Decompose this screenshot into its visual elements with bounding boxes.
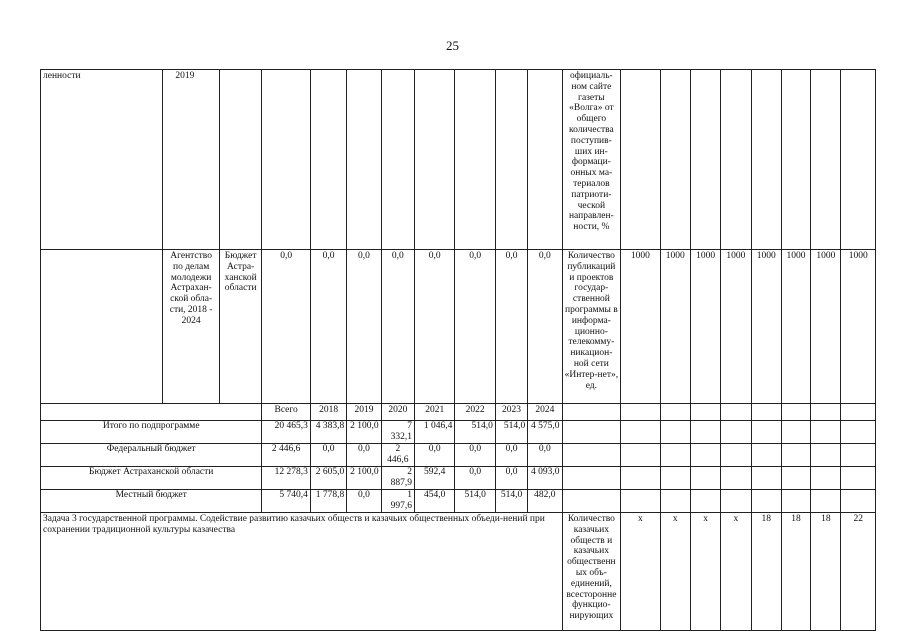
- column-header: 2020: [381, 404, 414, 421]
- target-cell: х: [621, 513, 660, 631]
- executor-cell: Агентство по делам молодежи Астрахан-ской обла-сти, 2018 - 2024: [163, 250, 220, 404]
- summary-row: [41, 444, 876, 467]
- summary-value: 1 046,4: [415, 421, 455, 444]
- target-cell: 18: [781, 513, 810, 631]
- column-header: 2021: [415, 404, 455, 421]
- summary-value: 2 605,0: [310, 467, 346, 490]
- program-table: [40, 69, 876, 631]
- summary-value: 12 278,3: [262, 467, 311, 490]
- target-cell: 1000: [690, 250, 720, 404]
- summary-value: 0,0: [310, 444, 346, 467]
- indicator-cell: Количество казачьих обществ и казачьих общественных объ-единений, всесторонне функцио-нирующих: [562, 513, 621, 631]
- summary-value: 7 332,1: [381, 421, 414, 444]
- summary-value: 0,0: [528, 444, 562, 467]
- column-header: 2023: [495, 404, 527, 421]
- amount-cell: 0,0: [262, 250, 311, 404]
- amount-cell: 0,0: [347, 250, 381, 404]
- summary-value: 0,0: [455, 444, 495, 467]
- summary-label: Итого по подпрограмме: [41, 421, 262, 444]
- summary-value: 2 446,6: [262, 444, 311, 467]
- target-cell: 1000: [721, 250, 751, 404]
- summary-value: 4 093,0: [528, 467, 562, 490]
- target-cell: 1000: [660, 250, 690, 404]
- year-cell: 2019: [163, 70, 220, 250]
- summary-label: Местный бюджет: [41, 490, 262, 513]
- summary-value: 4 383,8: [310, 421, 346, 444]
- summary-value: 514,0: [495, 490, 527, 513]
- summary-value: 1 778,8: [310, 490, 346, 513]
- summary-value: 5 740,4: [262, 490, 311, 513]
- summary-value: 0,0: [495, 467, 527, 490]
- target-cell: 1000: [751, 250, 781, 404]
- summary-label: Федеральный бюджет: [41, 444, 262, 467]
- summary-value: 2 446,6: [381, 444, 414, 467]
- summary-value: 514,0: [455, 421, 495, 444]
- table-row: [41, 250, 876, 404]
- summary-value: 1 997,6: [381, 490, 414, 513]
- target-cell: 22: [841, 513, 876, 631]
- target-cell: 1000: [841, 250, 876, 404]
- target-cell: х: [690, 513, 720, 631]
- summary-value: 514,0: [455, 490, 495, 513]
- target-cell: х: [660, 513, 690, 631]
- target-cell: х: [721, 513, 751, 631]
- target-cell: 1000: [811, 250, 841, 404]
- summary-value: 482,0: [528, 490, 562, 513]
- summary-value: 2 100,0: [347, 467, 381, 490]
- task-title: Задача 3 государственной программы. Содействие развитию казачьих обществ и казачьих общественных объеди-нений при сохранении традиционной культуры казачества: [41, 513, 563, 631]
- indicator-cell: Количество публикаций и проектов государ-ственной программы в информа-ционно-телекомму-никацион-ной сети «Интер-нет», ед.: [562, 250, 621, 404]
- year-header-row: [41, 404, 876, 421]
- summary-value: 4 575,0: [528, 421, 562, 444]
- amount-cell: 0,0: [415, 250, 455, 404]
- amount-cell: 0,0: [310, 250, 346, 404]
- summary-row: [41, 421, 876, 444]
- summary-row: [41, 467, 876, 490]
- summary-value: 514,0: [495, 421, 527, 444]
- amount-cell: 0,0: [495, 250, 527, 404]
- amount-cell: 0,0: [528, 250, 562, 404]
- summary-value: 2 887,9: [381, 467, 414, 490]
- amount-cell: 0,0: [381, 250, 414, 404]
- column-header: Всего: [262, 404, 311, 421]
- column-header: 2022: [455, 404, 495, 421]
- source-cell: Бюджет Астра-ханской области: [219, 250, 261, 404]
- summary-value: 0,0: [455, 467, 495, 490]
- target-cell: 1000: [621, 250, 660, 404]
- target-cell: 18: [811, 513, 841, 631]
- indicator-cell: официаль-ном сайте газеты «Волга» от общего количества поступив-ших ин-формаци-онных ма-териалов патриоти-ческой направлен-ности, %: [562, 70, 621, 250]
- column-header: 2024: [528, 404, 562, 421]
- column-header: 2019: [347, 404, 381, 421]
- target-cell: 1000: [781, 250, 810, 404]
- summary-value: 20 465,3: [262, 421, 311, 444]
- summary-row: [41, 490, 876, 513]
- summary-label: Бюджет Астраханской области: [41, 467, 262, 490]
- table-row: [41, 70, 876, 250]
- page-number: 25: [446, 38, 459, 53]
- summary-value: 592,4: [415, 467, 455, 490]
- summary-value: 0,0: [347, 444, 381, 467]
- target-cell: 18: [751, 513, 781, 631]
- summary-value: 2 100,0: [347, 421, 381, 444]
- empty-cell: [219, 70, 261, 250]
- summary-value: 454,0: [415, 490, 455, 513]
- summary-value: 0,0: [347, 490, 381, 513]
- summary-value: 0,0: [495, 444, 527, 467]
- task-row: [41, 513, 876, 631]
- amount-cell: 0,0: [455, 250, 495, 404]
- column-header: 2018: [310, 404, 346, 421]
- goal-cell: ленности: [41, 70, 163, 250]
- summary-value: 0,0: [415, 444, 455, 467]
